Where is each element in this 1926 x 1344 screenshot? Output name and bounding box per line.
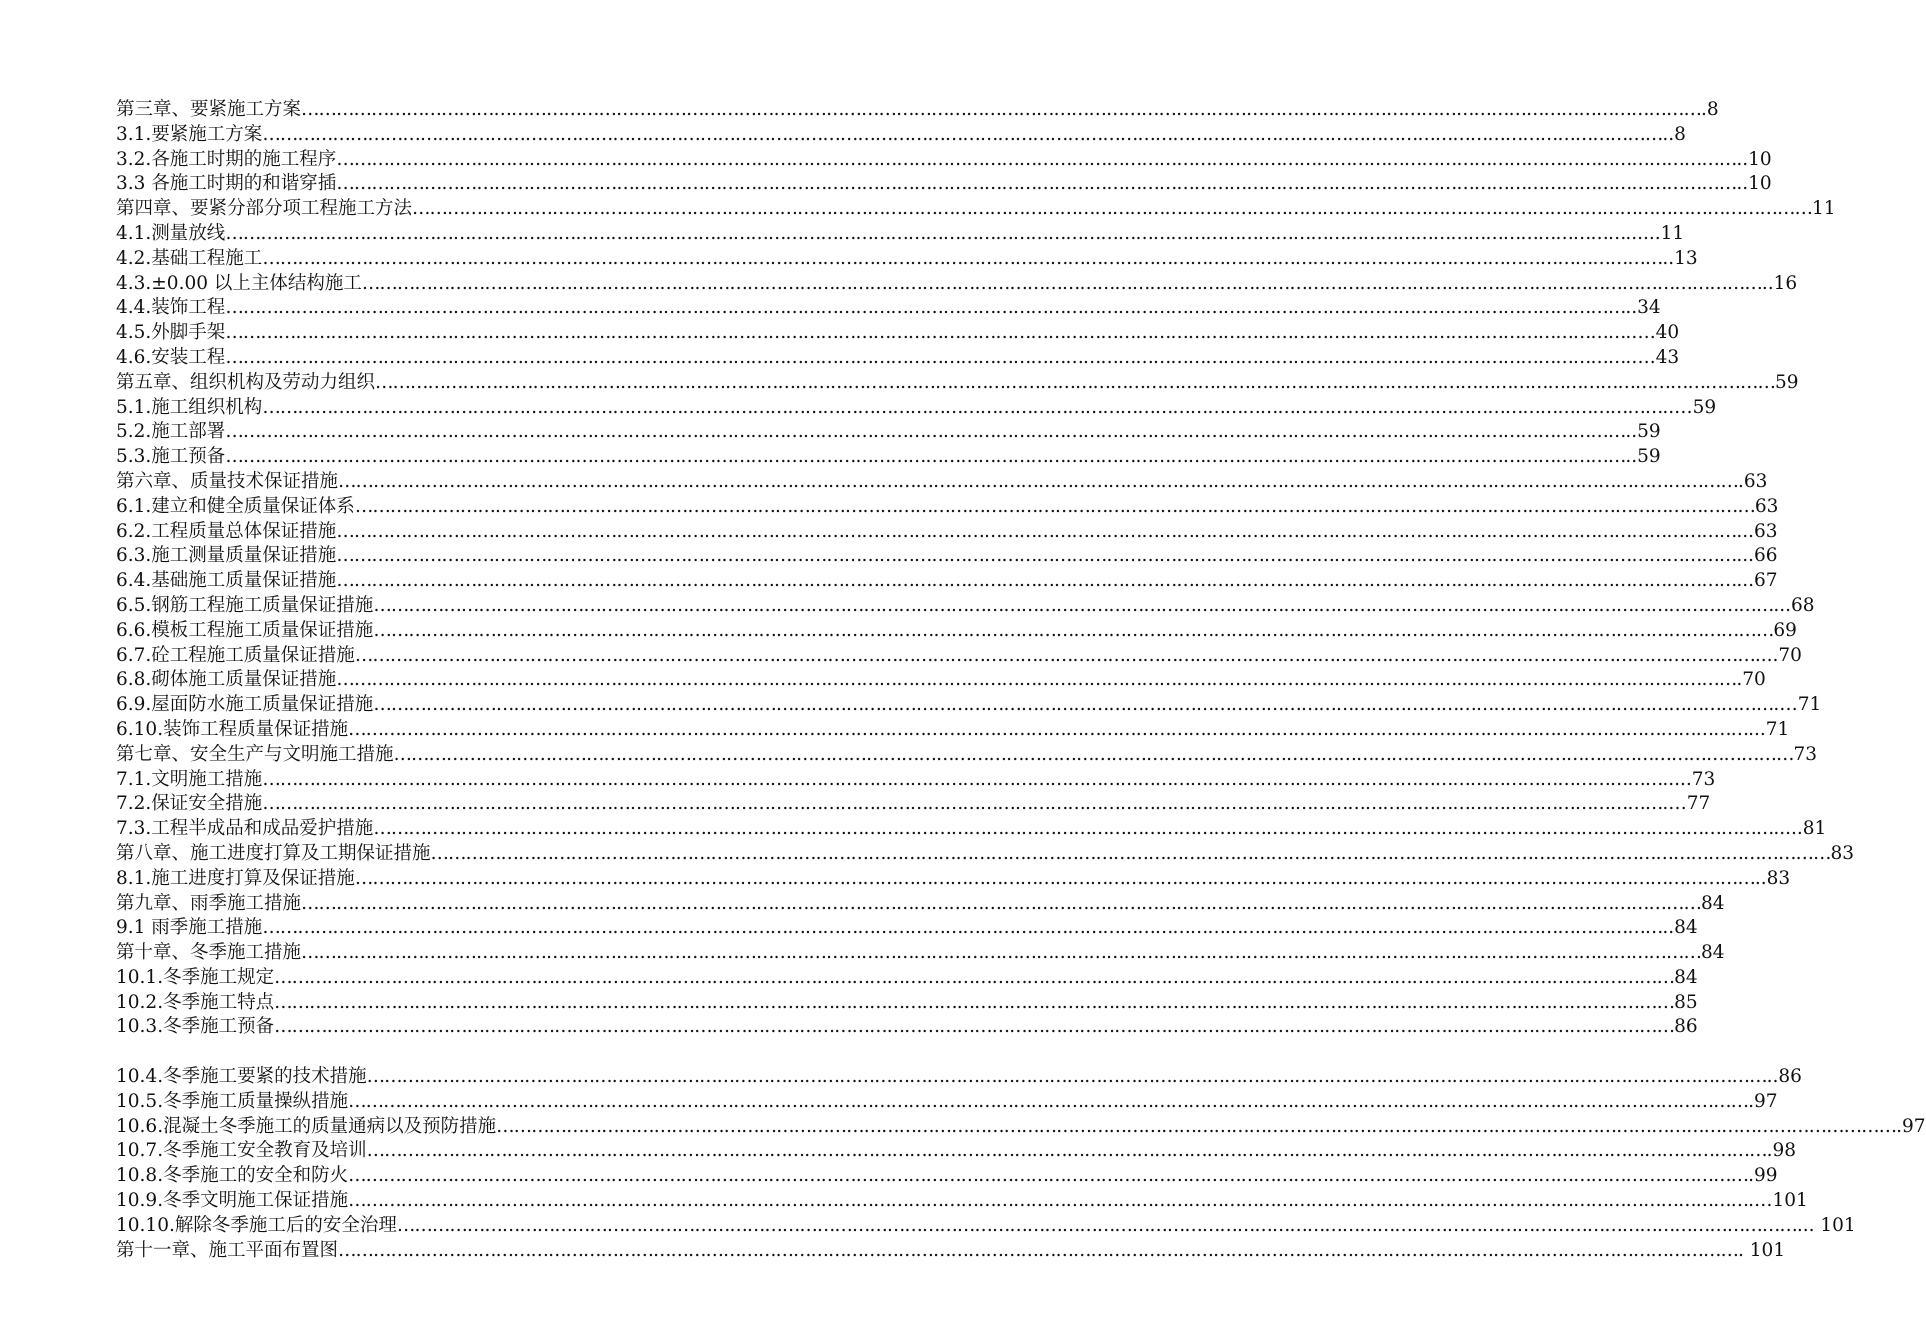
toc-entry-page: ...67 (1736, 570, 1778, 592)
toc-entry (116, 1139, 1796, 1164)
toc-entry (116, 668, 1766, 693)
toc-leader-dots: …………………………………………………………………………………………………………………………………………………………………………………………………………………… (336, 173, 1737, 195)
toc-leader-dots: …………………………………………………………………………………………………………………………………………………………………………………………………………………… (225, 421, 1626, 443)
toc-entry-title: 6.6.模板工程施工质量保证措施 (116, 619, 374, 641)
toc-entry-title: 4.3.±0.00 以上主体结构施工 (116, 272, 362, 294)
toc-entry-title: 6.5.钢筋工程施工质量保证措施 (116, 594, 374, 616)
toc-entry (116, 1239, 1786, 1264)
toc-group-1 (116, 98, 1855, 1040)
toc-entry (116, 321, 1680, 346)
toc-gap (116, 1040, 876, 1065)
toc-entry-title: 6.8.砌体施工质量保证措施 (116, 669, 337, 691)
toc-entry (116, 792, 1711, 817)
toc-entry-page: 84 (1701, 942, 1725, 964)
toc-entry-title: 第十章、冬季施工措施 (116, 942, 302, 964)
toc-entry (116, 346, 1680, 371)
toc-entry-page: 84 (1674, 966, 1698, 988)
toc-entry (116, 148, 1772, 173)
toc-leader-dots: …………………………………………………………………………………………………………………………………………………………………………………………………………………… (375, 371, 1776, 393)
toc-entry (116, 247, 1698, 272)
toc-leader-dots: …………………………………………………………………………………………………………………………………………………………………………………………………………………… (336, 520, 1737, 542)
toc-entry-page: .….40 (1625, 322, 1680, 344)
toc-entry-page: .97 (1748, 1090, 1778, 1112)
toc-entry (116, 1015, 1698, 1040)
toc-leader-dots: …………………………………………………………………………………………………………………………………………………………………………………………………………………… (336, 545, 1737, 567)
toc-leader-dots: …………………………………………………………………………………………………………………………………………………………………………………………………………………… (373, 694, 1774, 716)
toc-leader-dots: …………………………………………………………………………………………………………………………………………………………………………………………………………………… (262, 247, 1663, 269)
toc-entry-title: 6.7.砼工程施工质量保证措施 (116, 644, 355, 666)
toc-entry-page: ..59 (1625, 421, 1661, 443)
toc-leader-dots: …………………………………………………………………………………………………………………………………………………………………………………………………………………… (366, 1140, 1767, 1162)
toc-entry-page: 63 (1754, 495, 1779, 517)
toc-leader-dots: …………………………………………………………………………………………………………………………………………………………………………………………………………………… (373, 619, 1774, 641)
toc-entry-title: 4.1.测量放线 (116, 222, 226, 244)
toc-entry (116, 98, 1719, 123)
toc-leader-dots: …………………………………………………………………………………………………………………………………………………………………………………………………………………… (430, 842, 1831, 864)
toc-entry (116, 569, 1778, 594)
toc-entry (116, 644, 1802, 669)
toc-leader-dots: …………………………………………………………………………………………………………………………………………………………………………………………………………………… (336, 148, 1737, 170)
toc-entry (116, 495, 1779, 520)
toc-entry-page: 86 (1674, 1016, 1698, 1038)
toc-leader-dots: …………………………………………………………………………………………………………………………………………………………………………………………………………………… (396, 1214, 1797, 1236)
toc-leader-dots: …………………………………………………………………………………………………………………………………………………………………………………………………………………… (348, 1165, 1749, 1187)
toc-leader-dots: …………………………………………………………………………………………………………………………………………………………………………………………………………………… (373, 594, 1774, 616)
toc-entry-title: 7.3.工程半成品和成品爱护措施 (116, 818, 374, 840)
toc-entry (116, 1065, 1802, 1090)
toc-entry (116, 916, 1698, 941)
toc-leader-dots: …………………………………………………………………………………………………………………………………………………………………………………………………………………… (336, 570, 1737, 592)
toc-leader-dots: …………………………………………………………………………………………………………………………………………………………………………………………………………………… (225, 222, 1626, 244)
toc-entry-page: .....73 (1662, 768, 1716, 790)
toc-entry-page: ..…59 (1662, 396, 1717, 418)
toc-leader-dots: …………………………………………………………………………………………………………………………………………………………………………………………………………………… (354, 644, 1755, 666)
toc-entry-page: 73 (1793, 743, 1818, 765)
toc-entry-title: 第三章、要紧施工方案 (116, 99, 302, 120)
table-of-contents (116, 98, 1926, 1263)
toc-entry-page: ..16 (1761, 272, 1798, 294)
toc-entry-title: 3.3 各施工时期的和谐穿插 (116, 173, 337, 195)
toc-leader-dots: …………………………………………………………………………………………………………………………………………………………………………………………………………………… (301, 942, 1702, 964)
toc-entry-title: 7.2.保证安全措施 (116, 793, 263, 815)
toc-entry (116, 222, 1685, 247)
toc-entry-page: .…71 (1773, 694, 1822, 716)
toc-leader-dots: …………………………………………………………………………………………………………………………………………………………………………………………………………………… (373, 818, 1774, 840)
toc-leader-dots: …………………………………………………………………………………………………………………………………………………………………………………………………………………… (274, 1016, 1675, 1038)
toc-entry-title: 6.10.装饰工程质量保证措施 (116, 718, 349, 740)
toc-leader-dots: …………………………………………………………………………………………………………………………………………………………………………………………………………………… (348, 1190, 1749, 1212)
toc-entry-title: 10.7.冬季施工安全教育及培训 (116, 1140, 367, 1162)
toc-leader-dots: …………………………………………………………………………………………………………………………………………………………………………………………………………………… (348, 1090, 1749, 1112)
toc-entry-title: 9.1 雨季施工措施 (116, 917, 263, 939)
toc-entry (116, 371, 1799, 396)
toc-entry (116, 197, 1836, 222)
toc-entry (116, 1115, 1926, 1140)
toc-entry (116, 743, 1818, 768)
toc-entry-page: ..8 (1662, 123, 1686, 145)
toc-entry-title: 5.1.施工组织机构 (116, 396, 263, 418)
toc-entry (116, 619, 1797, 644)
toc-entry-page: ...66 (1736, 545, 1778, 567)
toc-leader-dots: …………………………………………………………………………………………………………………………………………………………………………………………………………………… (366, 1066, 1767, 1088)
toc-leader-dots: …………………………………………………………………………………………………………………………………………………………………………………………………………………… (262, 793, 1663, 815)
toc-entry-title: 第七章、安全生产与文明施工措施 (116, 743, 394, 765)
toc-leader-dots: …………………………………………………………………………………………………………………………………………………………………………………………………………………… (301, 99, 1702, 120)
toc-entry-page: .70 (1736, 669, 1766, 691)
toc-leader-dots: …………………………………………………………………………………………………………………………………………………………………………………………………………………… (225, 446, 1626, 468)
toc-entry-title: 10.2.冬季施工特点 (116, 991, 275, 1013)
toc-leader-dots: …………………………………………………………………………………………………………………………………………………………………………………………………………………… (274, 991, 1675, 1013)
toc-entry-title: 3.1.要紧施工方案 (116, 123, 263, 145)
toc-entry (116, 718, 1790, 743)
toc-entry (116, 991, 1698, 1016)
toc-group-2 (116, 1065, 1926, 1263)
toc-entry-title: 6.2.工程质量总体保证措施 (116, 520, 337, 542)
toc-entry-page: ....70 (1754, 644, 1802, 666)
toc-entry-title: 6.9.屋面防水施工质量保证措施 (116, 694, 374, 716)
toc-entry (116, 966, 1698, 991)
toc-leader-dots: …………………………………………………………………………………………………………………………………………………………………………………………………………………… (225, 346, 1626, 368)
toc-entry-page: ...63 (1736, 520, 1778, 542)
toc-entry (116, 520, 1778, 545)
toc-entry (116, 594, 1815, 619)
toc-entry-title: 6.1.建立和健全质量保证体系 (116, 495, 355, 517)
toc-entry-page: ...71 (1748, 718, 1790, 740)
toc-leader-dots: …………………………………………………………………………………………………………………………………………………………………………………………………………………… (262, 123, 1663, 145)
toc-entry (116, 544, 1778, 569)
toc-leader-dots: …………………………………………………………………………………………………………………………………………………………………………………………………………………… (348, 718, 1749, 740)
toc-entry-title: 6.4.基础施工质量保证措施 (116, 570, 337, 592)
toc-entry-title: 10.9.冬季文明施工保证措施 (116, 1190, 349, 1212)
toc-entry-title: 4.4.装饰工程 (116, 297, 226, 319)
toc-leader-dots: …………………………………………………………………………………………………………………………………………………………………………………………………………………… (338, 470, 1739, 492)
toc-entry-title: 4.6.安装工程 (116, 346, 226, 368)
toc-entry-page: .8 (1701, 99, 1719, 120)
toc-entry-page: 69 (1773, 619, 1797, 641)
toc-entry-page: .....81 (1773, 818, 1827, 840)
toc-entry-page: 59 (1775, 371, 1799, 393)
toc-entry (116, 817, 1827, 842)
toc-leader-dots: …………………………………………………………………………………………………………………………………………………………………………………………………………………… (393, 743, 1794, 765)
toc-entry (116, 892, 1725, 917)
toc-entry-title: 10.4.冬季施工要紧的技术措施 (116, 1066, 367, 1088)
toc-entry-title: 10.10.解除冬季施工后的安全治理 (116, 1214, 397, 1236)
toc-leader-dots: …………………………………………………………………………………………………………………………………………………………………………………………………………………… (274, 966, 1675, 988)
toc-entry (116, 470, 1768, 495)
toc-entry (116, 272, 1798, 297)
toc-leader-dots: …………………………………………………………………………………………………………………………………………………………………………………………………………………… (225, 322, 1626, 344)
toc-entry-page: ......11 (1625, 222, 1685, 244)
toc-entry-title: 5.2.施工部署 (116, 421, 226, 443)
toc-entry-title: 第六章、质量技术保证措施 (116, 470, 339, 492)
toc-leader-dots: …………………………………………………………………………………………………………………………………………………………………………………………………………………… (336, 669, 1737, 691)
toc-entry (116, 445, 1661, 470)
toc-entry-title: 10.1.冬季施工规定 (116, 966, 275, 988)
toc-entry-page: . 101 (1738, 1239, 1786, 1261)
toc-entry (116, 1164, 1778, 1189)
toc-entry-page: .63 (1738, 470, 1768, 492)
toc-entry-title: 5.3.施工预备 (116, 446, 226, 468)
toc-leader-dots: …………………………………………………………………………………………………………………………………………………………………………………………………………………… (262, 917, 1663, 939)
toc-entry (116, 1189, 1808, 1214)
toc-entry-title: 10.6.混凝土冬季施工的质量通病以及预防措施 (116, 1115, 497, 1137)
toc-entry-page: .97 (1896, 1115, 1926, 1137)
toc-entry-title: 4.5.外脚手架 (116, 322, 226, 344)
toc-entry-page: ..13 (1662, 247, 1698, 269)
toc-entry-page: ..34 (1625, 297, 1661, 319)
toc-leader-dots: …………………………………………………………………………………………………………………………………………………………………………………………………………………… (354, 495, 1755, 517)
toc-entry-page: ..86 (1766, 1066, 1802, 1088)
toc-leader-dots: …………………………………………………………………………………………………………………………………………………………………………………………………………………… (412, 198, 1813, 220)
toc-entry (116, 396, 1717, 421)
toc-entry-page: .98 (1766, 1140, 1796, 1162)
toc-entry-page: ... 101 (1796, 1214, 1856, 1236)
toc-entry-title: 10.3.冬季施工预备 (116, 1016, 275, 1038)
toc-entry (116, 941, 1725, 966)
toc-entry-page: 11 (1812, 198, 1836, 220)
toc-entry-title: 10.5.冬季施工质量操纵措施 (116, 1090, 349, 1112)
toc-leader-dots: …………………………………………………………………………………………………………………………………………………………………………………………………………………… (338, 1239, 1739, 1261)
toc-entry-page: ..59 (1625, 446, 1661, 468)
toc-entry (116, 1090, 1778, 1115)
toc-leader-dots: …………………………………………………………………………………………………………………………………………………………………………………………………………………… (354, 867, 1755, 889)
toc-leader-dots: …………………………………………………………………………………………………………………………………………………………………………………………………………………… (262, 396, 1663, 418)
toc-entry-page: 84 (1701, 892, 1725, 914)
toc-leader-dots: …………………………………………………………………………………………………………………………………………………………………………………………………………………… (496, 1115, 1897, 1137)
toc-entry-page: ...68 (1773, 594, 1815, 616)
toc-entry (116, 1214, 1856, 1239)
toc-entry-page: .…101 (1748, 1190, 1808, 1212)
toc-entry (116, 693, 1822, 718)
toc-entry (116, 420, 1661, 445)
toc-entry-title: 第八章、施工进度打算及工期保证措施 (116, 842, 431, 864)
toc-entry-title: 第四章、要紧分部分项工程施工方法 (116, 198, 413, 220)
toc-entry-page: 83 (1830, 842, 1855, 864)
toc-entry-title: 第九章、雨季施工措施 (116, 892, 302, 914)
toc-entry-page: ..10 (1736, 173, 1772, 195)
toc-entry-title: 第五章、组织机构及劳动力组织 (116, 371, 376, 393)
toc-entry-title: 3.2.各施工时期的施工程序 (116, 148, 337, 170)
toc-leader-dots: …………………………………………………………………………………………………………………………………………………………………………………………………………………… (225, 297, 1626, 319)
toc-entry (116, 867, 1791, 892)
toc-entry (116, 842, 1855, 867)
toc-entry-title: 6.3.施工测量质量保证措施 (116, 545, 337, 567)
toc-entry-title: 7.1.文明施工措施 (116, 768, 263, 790)
toc-entry (116, 768, 1716, 793)
toc-entry (116, 296, 1661, 321)
toc-entry-title: 8.1.施工进度打算及保证措施 (116, 867, 355, 889)
toc-entry-page: .…77 (1662, 793, 1711, 815)
toc-entry-title: 10.8.冬季施工的安全和防火 (116, 1165, 349, 1187)
toc-leader-dots: …………………………………………………………………………………………………………………………………………………………………………………………………………………… (262, 768, 1663, 790)
toc-entry-page: .….43 (1625, 346, 1680, 368)
toc-entry-page: 85 (1674, 991, 1698, 1013)
toc-entry-title: 第十一章、施工平面布置图 (116, 1239, 339, 1261)
toc-entry-page: ..10 (1736, 148, 1772, 170)
toc-entry (116, 172, 1772, 197)
toc-entry-title: 4.2.基础工程施工 (116, 247, 263, 269)
toc-entry-page: ..83 (1754, 867, 1791, 889)
toc-entry (116, 123, 1686, 148)
toc-entry-page: .99 (1748, 1165, 1778, 1187)
toc-entry-page: ..84 (1662, 917, 1698, 939)
toc-leader-dots: …………………………………………………………………………………………………………………………………………………………………………………………………………………… (361, 272, 1762, 294)
toc-leader-dots: …………………………………………………………………………………………………………………………………………………………………………………………………………………… (301, 892, 1702, 914)
